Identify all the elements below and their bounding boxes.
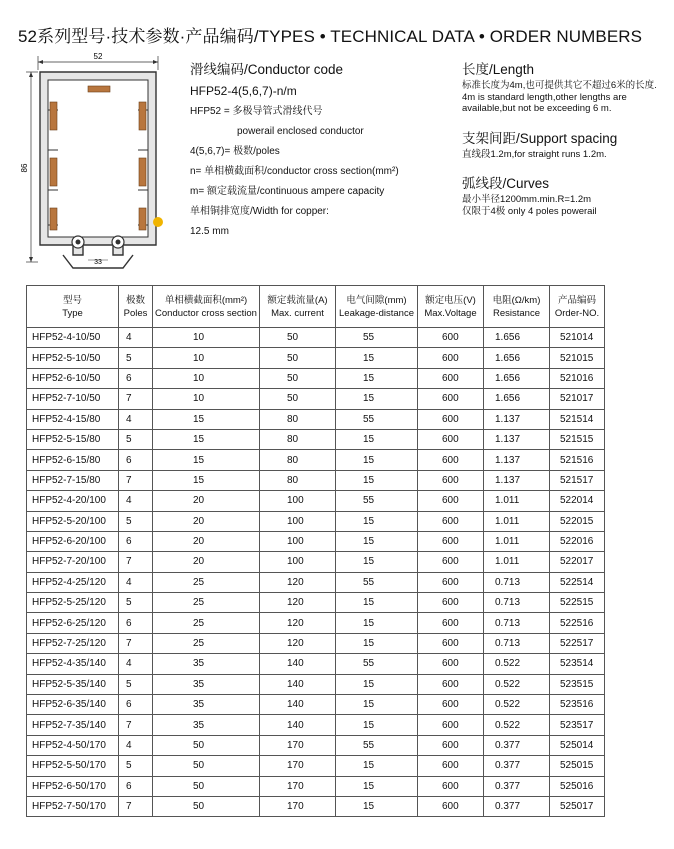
table-cell: 522014 <box>550 491 605 511</box>
table-cell: 522016 <box>550 531 605 551</box>
accent-marker <box>153 217 163 227</box>
table-cell: 522017 <box>550 552 605 572</box>
table-cell: 525014 <box>550 735 605 755</box>
conductor-code: HFP52-4(5,6,7)-n/m <box>190 84 297 98</box>
table-cell: 4 <box>119 328 153 348</box>
table-cell: 6 <box>119 695 153 715</box>
table-cell: 50 <box>153 756 260 776</box>
table-cell: 0.377 <box>484 796 550 816</box>
table-cell: 50 <box>260 348 336 368</box>
table-row <box>27 470 605 490</box>
table-cell: 50 <box>260 368 336 388</box>
code-line: n= 单相横截面积/conductor cross section(mm²) <box>190 166 399 177</box>
table-row <box>27 695 605 715</box>
table-row <box>27 531 605 551</box>
table-row <box>27 735 605 755</box>
table-cell: 523514 <box>550 654 605 674</box>
table-cell: 55 <box>336 654 418 674</box>
table-cell: 1.137 <box>484 409 550 429</box>
support-heading: 支架间距/Support spacing <box>462 130 618 146</box>
table-cell: 600 <box>418 368 484 388</box>
curves-block <box>462 172 667 217</box>
col-header-voltage: 额定电压(V) Max.Voltage <box>418 286 484 328</box>
table-cell: 600 <box>418 511 484 531</box>
table-cell: 170 <box>260 796 336 816</box>
housing <box>40 72 156 255</box>
table-cell: 50 <box>153 796 260 816</box>
table-cell: HFP52-4-20/100 <box>27 491 119 511</box>
table-cell: HFP52-5-25/120 <box>27 593 119 613</box>
table-cell: 7 <box>119 389 153 409</box>
table-cell: 7 <box>119 633 153 653</box>
table-cell: 5 <box>119 674 153 694</box>
table-cell: HFP52-5-35/140 <box>27 674 119 694</box>
table-cell: 55 <box>336 572 418 592</box>
table-cell: 522015 <box>550 511 605 531</box>
table-header-row <box>27 286 605 328</box>
table-row <box>27 715 605 735</box>
table-cell: HFP52-7-25/120 <box>27 633 119 653</box>
code-line: m= 额定载流量/continuous ampere capacity <box>190 186 385 197</box>
table-cell: 521514 <box>550 409 605 429</box>
table-cell: 600 <box>418 695 484 715</box>
table-cell: 20 <box>153 491 260 511</box>
table-cell: 600 <box>418 470 484 490</box>
table-cell: 15 <box>336 633 418 653</box>
table-cell: 10 <box>153 348 260 368</box>
col-header-poles: 极数 Poles <box>119 286 153 328</box>
table-cell: 120 <box>260 572 336 592</box>
table-cell: 600 <box>418 328 484 348</box>
table-cell: HFP52-4-15/80 <box>27 409 119 429</box>
col-header-cross-section: 单相横截面积(mm²) Conductor cross section <box>153 286 260 328</box>
table-cell: 600 <box>418 756 484 776</box>
table-cell: 1.137 <box>484 470 550 490</box>
table-cell: 80 <box>260 470 336 490</box>
table-cell: 521515 <box>550 429 605 449</box>
table-cell: 600 <box>418 389 484 409</box>
table-cell: 100 <box>260 491 336 511</box>
code-line: powerail enclosed conductor <box>237 126 364 137</box>
table-body <box>27 328 605 817</box>
table-cell: 15 <box>336 531 418 551</box>
table-cell: 4 <box>119 572 153 592</box>
table-cell: 50 <box>153 776 260 796</box>
table-cell: 5 <box>119 756 153 776</box>
table-cell: 522517 <box>550 633 605 653</box>
table-cell: 15 <box>336 368 418 388</box>
table-cell: 1.011 <box>484 511 550 531</box>
table-cell: 50 <box>153 735 260 755</box>
table-cell: 4 <box>119 409 153 429</box>
table-cell: 0.522 <box>484 674 550 694</box>
col-header-leakage: 电气间隙(mm) Leakage-distance <box>336 286 418 328</box>
table-cell: 600 <box>418 552 484 572</box>
table-cell: 525016 <box>550 776 605 796</box>
table-cell: HFP52-7-50/170 <box>27 796 119 816</box>
table-cell: 600 <box>418 776 484 796</box>
table-cell: HFP52-6-15/80 <box>27 450 119 470</box>
table-cell: 25 <box>153 633 260 653</box>
table-cell: 4 <box>119 491 153 511</box>
table-cell: 5 <box>119 593 153 613</box>
table-cell: 523515 <box>550 674 605 694</box>
table-cell: 120 <box>260 633 336 653</box>
table-cell: 15 <box>153 429 260 449</box>
table-cell: 20 <box>153 511 260 531</box>
length-heading: 长度/Length <box>462 62 535 77</box>
table-cell: 1.656 <box>484 368 550 388</box>
table-cell: 1.011 <box>484 491 550 511</box>
table-row <box>27 776 605 796</box>
table-cell: 600 <box>418 593 484 613</box>
table-row <box>27 613 605 633</box>
table-cell: HFP52-5-20/100 <box>27 511 119 531</box>
table-cell: 523517 <box>550 715 605 735</box>
col-header-resistance: 电阻(Ω/km) Resistance <box>484 286 550 328</box>
table-row <box>27 511 605 531</box>
table-cell: 15 <box>336 756 418 776</box>
page-title: 52系列型号·技术参数·产品编码/TYPES • TECHNICAL DATA • ORDER NUMBERS <box>18 27 643 46</box>
table-cell: 15 <box>336 674 418 694</box>
slot-label: 33 <box>94 259 102 266</box>
table-cell: 1.011 <box>484 531 550 551</box>
table-cell: 20 <box>153 552 260 572</box>
col-header-type: 型号 Type <box>27 286 119 328</box>
table-row <box>27 593 605 613</box>
table-cell: 600 <box>418 531 484 551</box>
code-line: 单相铜排宽度/Width for copper: <box>190 206 329 217</box>
table-cell: 0.522 <box>484 695 550 715</box>
table-cell: 0.377 <box>484 735 550 755</box>
table-cell: 1.656 <box>484 328 550 348</box>
height-dimension <box>20 72 38 262</box>
table-cell: HFP52-4-10/50 <box>27 328 119 348</box>
table-cell: 100 <box>260 511 336 531</box>
table-cell: 1.137 <box>484 450 550 470</box>
table-cell: HFP52-7-15/80 <box>27 470 119 490</box>
table-cell: 1.137 <box>484 429 550 449</box>
conductor-code-heading: 滑线编码/Conductor code <box>190 62 344 77</box>
code-line: HFP52 = 多极导管式滑线代号 <box>190 106 323 117</box>
table-cell: 521017 <box>550 389 605 409</box>
table-cell: 4 <box>119 735 153 755</box>
table-row <box>27 409 605 429</box>
length-line: available,but not be exceeding 6 m. <box>462 103 612 114</box>
table-cell: 50 <box>260 389 336 409</box>
table-cell: 600 <box>418 654 484 674</box>
table-cell: HFP52-5-15/80 <box>27 429 119 449</box>
table-cell: 0.522 <box>484 654 550 674</box>
table-cell: 15 <box>336 429 418 449</box>
table-cell: 15 <box>153 470 260 490</box>
slot-dimension <box>63 255 133 268</box>
table-cell: 1.656 <box>484 348 550 368</box>
spec-notes <box>462 58 667 229</box>
table-cell: 35 <box>153 715 260 735</box>
table-cell: 5 <box>119 511 153 531</box>
table-cell: 15 <box>153 450 260 470</box>
table-cell: 100 <box>260 531 336 551</box>
table-cell: 6 <box>119 368 153 388</box>
table-cell: HFP52-6-35/140 <box>27 695 119 715</box>
table-cell: HFP52-6-20/100 <box>27 531 119 551</box>
col-header-order-no: 产品编码 Order-NO. <box>550 286 605 328</box>
conductor-code-section <box>190 58 440 246</box>
table-row <box>27 633 605 653</box>
code-line: 12.5 mm <box>190 226 229 237</box>
table-cell: 1.011 <box>484 552 550 572</box>
table-cell: 600 <box>418 450 484 470</box>
table-cell: 5 <box>119 429 153 449</box>
table-cell: 0.713 <box>484 593 550 613</box>
table-row <box>27 756 605 776</box>
table-cell: 15 <box>336 470 418 490</box>
table-cell: 5 <box>119 348 153 368</box>
curves-heading: 弧线段/Curves <box>462 176 550 191</box>
table-cell: 80 <box>260 450 336 470</box>
length-block <box>462 58 667 115</box>
table-cell: 7 <box>119 470 153 490</box>
table-cell: HFP52-5-50/170 <box>27 756 119 776</box>
table-row <box>27 654 605 674</box>
table-cell: 600 <box>418 429 484 449</box>
table-cell: 15 <box>336 796 418 816</box>
table-cell: 0.713 <box>484 613 550 633</box>
curves-line: 最小半径1200mm.min.R=1.2m <box>462 194 592 205</box>
table-cell: HFP52-6-50/170 <box>27 776 119 796</box>
table-cell: 521516 <box>550 450 605 470</box>
table-cell: 522515 <box>550 593 605 613</box>
table-cell: 35 <box>153 654 260 674</box>
code-line: 4(5,6,7)= 极数/poles <box>190 146 280 157</box>
table-cell: 523516 <box>550 695 605 715</box>
table-cell: 15 <box>153 409 260 429</box>
table-cell: 7 <box>119 796 153 816</box>
table-cell: 170 <box>260 776 336 796</box>
width-dimension <box>38 52 158 70</box>
table-cell: 0.713 <box>484 633 550 653</box>
table-cell: 600 <box>418 674 484 694</box>
table-row <box>27 368 605 388</box>
table-row <box>27 552 605 572</box>
table-cell: HFP52-7-20/100 <box>27 552 119 572</box>
table-cell: 15 <box>336 552 418 572</box>
table-cell: 600 <box>418 633 484 653</box>
table-cell: 120 <box>260 593 336 613</box>
table-cell: 100 <box>260 552 336 572</box>
table-cell: 15 <box>336 695 418 715</box>
table-cell: 521015 <box>550 348 605 368</box>
table-cell: 600 <box>418 348 484 368</box>
table-cell: 525015 <box>550 756 605 776</box>
table-cell: 7 <box>119 715 153 735</box>
table-cell: 600 <box>418 491 484 511</box>
table-cell: 120 <box>260 613 336 633</box>
table-row <box>27 389 605 409</box>
table-cell: 7 <box>119 552 153 572</box>
table-cell: 55 <box>336 409 418 429</box>
table-cell: 6 <box>119 531 153 551</box>
table-cell: 55 <box>336 491 418 511</box>
table-cell: 35 <box>153 674 260 694</box>
table-cell: 140 <box>260 715 336 735</box>
table-cell: 600 <box>418 735 484 755</box>
support-line: 直线段1.2m,for straight runs 1.2m. <box>462 148 607 160</box>
table-cell: 15 <box>336 776 418 796</box>
table-cell: 25 <box>153 593 260 613</box>
table-cell: 80 <box>260 429 336 449</box>
table-cell: 55 <box>336 735 418 755</box>
table-cell: HFP52-4-50/170 <box>27 735 119 755</box>
table-cell: 50 <box>260 328 336 348</box>
table-cell: 170 <box>260 735 336 755</box>
table-cell: 4 <box>119 654 153 674</box>
table-cell: 600 <box>418 715 484 735</box>
width-label: 52 <box>93 52 103 61</box>
table-cell: 521014 <box>550 328 605 348</box>
height-label: 86 <box>20 163 29 173</box>
table-cell: HFP52-7-10/50 <box>27 389 119 409</box>
curves-line: 仅限于4极 only 4 poles powerail <box>462 205 597 217</box>
table-cell: 521016 <box>550 368 605 388</box>
table-cell: 522514 <box>550 572 605 592</box>
table-cell: 15 <box>336 613 418 633</box>
table-cell: 15 <box>336 450 418 470</box>
table-cell: 25 <box>153 613 260 633</box>
table-cell: 521517 <box>550 470 605 490</box>
table-cell: 1.656 <box>484 389 550 409</box>
table-cell: 15 <box>336 511 418 531</box>
table-cell: 140 <box>260 695 336 715</box>
table-row <box>27 491 605 511</box>
table-cell: 15 <box>336 389 418 409</box>
table-cell: 600 <box>418 572 484 592</box>
table-row <box>27 796 605 816</box>
support-block <box>462 127 667 161</box>
technical-data-table <box>26 285 605 817</box>
table-cell: 10 <box>153 328 260 348</box>
table-cell: 35 <box>153 695 260 715</box>
table-cell: 15 <box>336 593 418 613</box>
table-cell: 55 <box>336 328 418 348</box>
length-line: 4m is standard length,other lengths are <box>462 91 627 103</box>
table-row <box>27 429 605 449</box>
table-cell: HFP52-4-35/140 <box>27 654 119 674</box>
table-cell: 80 <box>260 409 336 429</box>
table-cell: 25 <box>153 572 260 592</box>
col-header-current: 额定载流量(A) Max. current <box>260 286 336 328</box>
table-cell: 140 <box>260 674 336 694</box>
table-cell: 15 <box>336 348 418 368</box>
table-cell: 140 <box>260 654 336 674</box>
table-row <box>27 348 605 368</box>
table-cell: 15 <box>336 715 418 735</box>
table-cell: 0.522 <box>484 715 550 735</box>
table-cell: 0.377 <box>484 756 550 776</box>
table-cell: 10 <box>153 389 260 409</box>
table-cell: 20 <box>153 531 260 551</box>
table-cell: 6 <box>119 776 153 796</box>
table-cell: 6 <box>119 450 153 470</box>
profile-drawing <box>18 50 178 275</box>
table-row <box>27 450 605 470</box>
table-cell: HFP52-4-25/120 <box>27 572 119 592</box>
table-cell: HFP52-7-35/140 <box>27 715 119 735</box>
table-cell: 600 <box>418 613 484 633</box>
table-cell: 10 <box>153 368 260 388</box>
table-cell: HFP52-6-10/50 <box>27 368 119 388</box>
table-row <box>27 674 605 694</box>
table-row <box>27 572 605 592</box>
table-cell: 600 <box>418 796 484 816</box>
table-cell: 0.713 <box>484 572 550 592</box>
table-cell: HFP52-6-25/120 <box>27 613 119 633</box>
table-cell: HFP52-5-10/50 <box>27 348 119 368</box>
table-cell: 170 <box>260 756 336 776</box>
table-cell: 6 <box>119 613 153 633</box>
length-line: 标准长度为4m,也可提供其它不超过6米的长度. <box>462 80 657 91</box>
table-row <box>27 328 605 348</box>
table-cell: 600 <box>418 409 484 429</box>
table-cell: 0.377 <box>484 776 550 796</box>
table-cell: 522516 <box>550 613 605 633</box>
table-cell: 525017 <box>550 796 605 816</box>
